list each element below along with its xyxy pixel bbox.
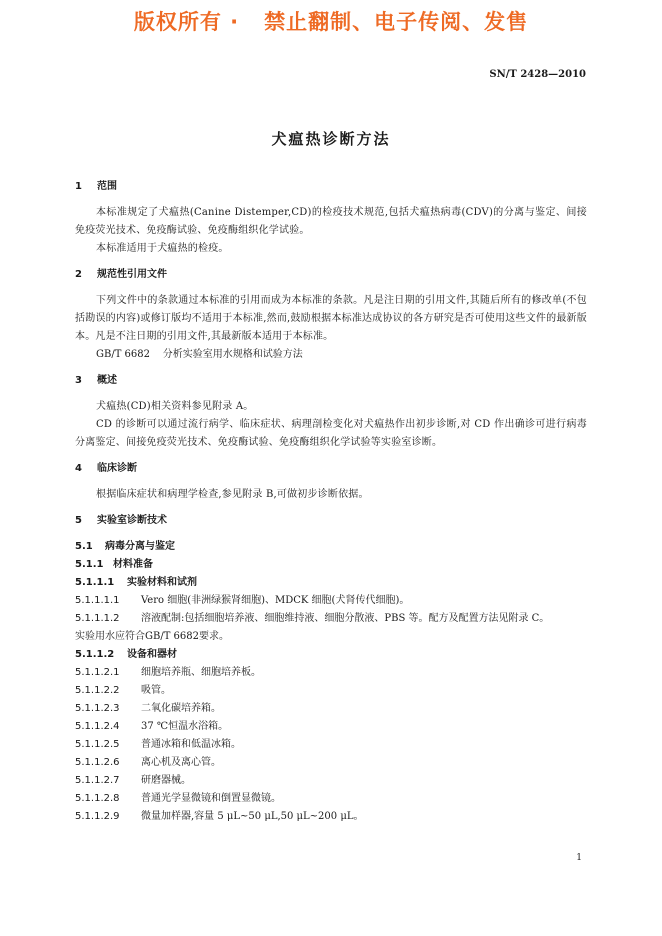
subsection-number: 5.1.1.2 — [75, 649, 115, 660]
clause-text: 离心机及离心管。 — [141, 757, 221, 768]
section-number: 3 — [75, 375, 82, 386]
section-number: 5 — [75, 515, 82, 526]
clause-text: Vero 细胞(非洲绿猴肾细胞)、MDCK 细胞(犬肾传代细胞)。 — [141, 595, 410, 606]
paragraph: 犬瘟热(CD)相关资料参见附录 A。 — [96, 401, 254, 412]
document-body — [75, 180, 587, 826]
equipment-item — [75, 700, 587, 718]
document-title: 犬瘟热诊断方法 — [271, 130, 391, 148]
section-number: 4 — [75, 463, 82, 474]
section-heading-1 — [75, 180, 587, 194]
paragraph: 本标准适用于犬瘟热的检疫。 — [96, 243, 229, 254]
clause-text: 研磨器械。 — [141, 775, 191, 786]
section-heading-4 — [75, 462, 587, 476]
subsection-heading — [75, 574, 587, 592]
equipment-item — [75, 772, 587, 790]
paragraph: 根据临床症状和病理学检查,参见附录 B,可做初步诊断依据。 — [96, 489, 369, 500]
equipment-item — [75, 754, 587, 772]
clause-number: 5.1.1.2.9 — [75, 811, 120, 822]
section-heading-3 — [75, 374, 587, 388]
paragraph: 本标准规定了犬瘟热(Canine Distemper,CD)的检疫技术规范,包括犬瘟热病毒(CDV)的分离与鉴定、间接免疫荧光技术、免疫酶试验、免疫酶组织化学试验。 — [75, 207, 587, 236]
clause-number: 5.1.1.2.6 — [75, 757, 120, 768]
clause-number: 5.1.1.2.4 — [75, 721, 120, 732]
equipment-item — [75, 664, 587, 682]
section-title: 概述 — [97, 375, 117, 386]
clause-text: 普通光学显微镜和倒置显微镜。 — [141, 793, 281, 804]
equipment-item — [75, 718, 587, 736]
clause-number: 5.1.1.1.1 — [75, 595, 120, 606]
copyright-watermark: 版权所有 · 禁止翻制、电子传阅、发售 — [133, 10, 529, 34]
subsection-heading — [75, 538, 587, 556]
subsection-heading — [75, 556, 587, 574]
clause-text: 微量加样器,容量 5 μL~50 μL,50 μL~200 μL。 — [141, 811, 364, 822]
equipment-item — [75, 790, 587, 808]
clause-number: 5.1.1.2.2 — [75, 685, 120, 696]
clause-text: 37 ℃恒温水浴箱。 — [141, 721, 229, 732]
section-title: 规范性引用文件 — [97, 269, 167, 280]
equipment-item — [75, 808, 587, 826]
subsection-title: 设备和器材 — [127, 649, 177, 660]
subsection-number: 5.1.1 — [75, 559, 104, 570]
clause-text: 普通冰箱和低温冰箱。 — [141, 739, 241, 750]
clause-number: 5.1.1.2.1 — [75, 667, 120, 678]
paragraph: CD 的诊断可以通过流行病学、临床症状、病理剖检变化对犬瘟热作出初步诊断,对 CD 作出确诊可进行病毒分离鉴定、间接免疫荧光技术、免疫酶试验、免疫酶组织化学试验等实验室诊断。 — [75, 419, 587, 448]
normative-reference: GB/T 6682 分析实验室用水规格和试验方法 — [96, 349, 303, 360]
clause-number: 5.1.1.2.5 — [75, 739, 120, 750]
clause-item — [75, 610, 587, 628]
subsection-number: 5.1 — [75, 541, 93, 552]
subsection-number: 5.1.1.1 — [75, 577, 115, 588]
clause-text: 吸管。 — [141, 685, 171, 696]
clause-number: 5.1.1.2.8 — [75, 793, 120, 804]
standard-number: SN/T 2428—2010 — [489, 69, 586, 80]
clause-item — [75, 592, 587, 610]
clause-continuation: 实验用水应符合GB/T 6682要求。 — [75, 631, 230, 642]
subsection-heading — [75, 646, 587, 664]
clause-text: 溶液配制:包括细胞培养液、细胞维持液、细胞分散液、PBS 等。配方及配置方法见附录 C。 — [141, 613, 550, 624]
clause-text: 二氧化碳培养箱。 — [141, 703, 221, 714]
section-heading-5 — [75, 514, 587, 528]
equipment-item — [75, 682, 587, 700]
subsection-title: 材料准备 — [113, 559, 153, 570]
equipment-item — [75, 736, 587, 754]
clause-number: 5.1.1.1.2 — [75, 613, 120, 624]
section-heading-2 — [75, 268, 587, 282]
subsection-title: 实验材料和试剂 — [127, 577, 197, 588]
page-number: 1 — [576, 853, 582, 863]
section-title: 实验室诊断技术 — [97, 515, 167, 526]
section-number: 2 — [75, 269, 82, 280]
section-number: 1 — [75, 181, 82, 192]
section-title: 范围 — [97, 181, 117, 192]
subsection-title: 病毒分离与鉴定 — [105, 541, 175, 552]
paragraph: 下列文件中的条款通过本标准的引用而成为本标准的条款。凡是注日期的引用文件,其随后所有的修改单(不包括勘误的内容)或修订版均不适用于本标准,然而,鼓励根据本标准达成协议的各方研究是否可使用这些文件的最新版本。凡是不注日期的引用文件,其最新版本适用于本标准。 — [75, 295, 587, 342]
section-title: 临床诊断 — [97, 463, 137, 474]
clause-number: 5.1.1.2.3 — [75, 703, 120, 714]
clause-number: 5.1.1.2.7 — [75, 775, 120, 786]
clause-text: 细胞培养瓶、细胞培养板。 — [141, 667, 261, 678]
equipment-list — [75, 664, 587, 826]
